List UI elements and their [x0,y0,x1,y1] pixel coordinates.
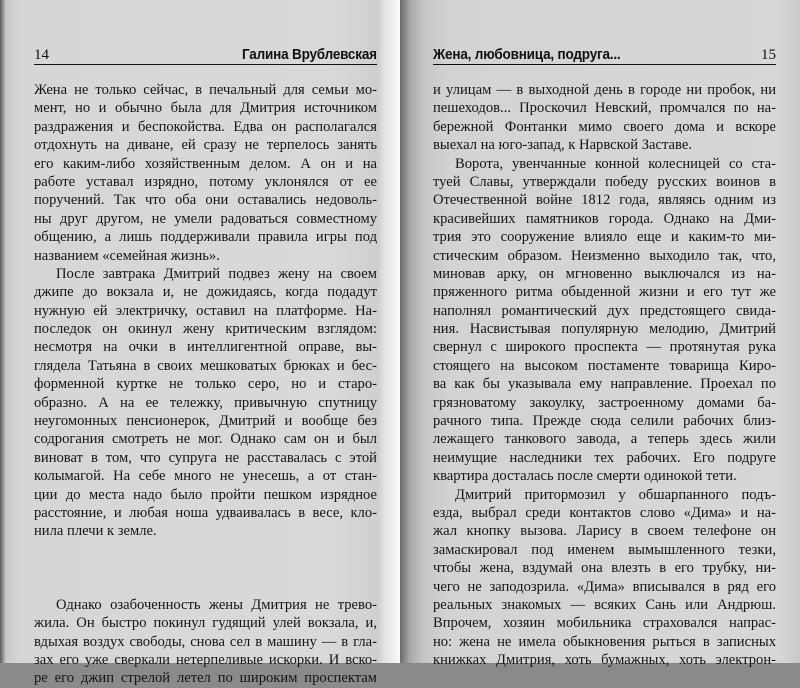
text-line: поручений. Так что оба они оставались недоволь- [34,192,377,209]
text-line: свернул с широкого проспекта — протянутая рука [433,339,776,356]
running-head-author: Галина Врублевская [242,46,377,63]
text-line: колымагой. На себе много не унесешь, а от стан- [34,468,377,485]
text-line: работе уставал изрядно, потому уклонялся от ее [34,173,377,190]
text-line: последок он окинул жену критическим взглядом: [34,321,377,338]
text-line: но: жена не имела обыкновения рыться в записных [433,633,776,650]
text-line: выехал на юго-запад, к Нарвской Заставе. [433,137,692,154]
text-line: Жена не только сейчас, в печальный для семьи мо- [34,82,377,98]
text-line: ния. Насвистывая популярную мелодию, Дмитрий [433,321,776,338]
text-line: пряженного ритма обыденной жизни и его тут же [433,284,776,301]
text-line: езда, выбрал среди контактов слово «Дима» и на- [433,504,776,521]
text-line: бережной Фонтанки мимо своего дома и вскоре [433,118,776,135]
page-number: 14 [34,47,49,63]
paragraph-block [34,81,377,541]
text-line: виноват в том, что супруга не расставалась с этой [34,449,377,466]
left-page-body [34,81,377,688]
text-line: содрогания смотреть не мог. Однако сам он и был [34,431,377,448]
text-line: нужную ей электричку, оставил на платформе. На- [34,302,377,319]
text-line: общению, а лишь поддерживали правила игры под [34,229,377,246]
text-line: джипе до вокзала и, не дожидаясь, когда подадут [34,284,377,301]
text-line: книжках Дмитрия, хоть бумажных, хоть электрон- [433,652,776,669]
text-line: наполнял романтический дух предстоящего свида- [433,302,776,319]
left-page [0,0,400,687]
text-line: красивейших памятников города. Однако на Дми- [433,210,776,227]
left-page-header [34,44,377,65]
page-number: 15 [761,47,776,63]
text-line: расстояние, и любая ноша удваивалась в весе, кло- [34,504,377,521]
text-line: квартира досталась после смерти одинокой тети. [433,468,737,485]
right-page-header [433,44,776,65]
text-line: глядела Татьяна в своих мешковатых брюках и бес- [34,357,377,374]
text-line: рачного типа. Прежде сюда селили рабочих близ- [433,413,776,430]
paragraph-block [433,81,776,670]
text-line: форменной куртке не только серо, но и старо- [34,376,377,393]
text-line: туей Славы, утверждали победу русских воинов в [433,173,776,190]
text-line: Дмитрий притормозил у обшарпанного подъ- [455,486,776,503]
text-line: отдохнуть на диване, ей сразу не терпелось занять [34,137,377,154]
text-line: жила. Он быстро покинул гудящий улей вокзала, и, [34,615,377,632]
text-line: Отечественной войне 1812 года, являясь одним из [433,192,776,209]
text-line: жал кнопку вызова. Ларису в своем телефоне он [433,523,776,540]
text-line: неугомонных пенсионерок, Дмитрий и вообще без [34,413,377,430]
text-line: миновав арку, он мгновенно выключался из на- [433,265,776,282]
text-line: стоящего на высоком постаменте товарища Киро- [433,357,776,374]
text-line: его каким-либо хозяйственным делом. А он и на [34,155,377,172]
text-line: и улицам — в выходной день в городе ни пробок, ни [433,82,776,98]
paragraph-block [34,596,377,688]
text-line: чего не заподозрила. «Дима» вписывался в ряд его [433,578,776,595]
text-line: ре его джип стрелой летел по широким проспектам [34,670,377,687]
text-line: мент, но и обычно была для Дмитрия источником [34,100,377,117]
text-line: После завтрака Дмитрий подвез жену на своем [56,265,377,282]
text-line: замаскировал под именем вымышленного тезки, [433,541,776,558]
running-head-title: Жена, любовница, подруга... [433,46,621,63]
right-page-body [433,81,776,670]
text-line: чтобы жена, вздумай она влезть в его трубку, ни- [433,560,776,577]
text-line: лежащего танкового завода, а теперь здесь жили [433,431,776,448]
text-line: названием «семейная жизнь». [34,247,220,264]
text-line: Однако озабоченность жены Дмитрия не трево- [56,596,377,613]
text-line: зах его уже сверкали нетерпеливые искорки. И вско- [34,651,377,668]
text-line: стическим образом. Неизменно выходило так, что, [433,247,776,264]
text-line: нила плечи к земле. [34,523,157,540]
text-line: пешеходов... Проскочил Невский, промчался по на- [433,100,776,117]
text-line: ции до места надо было пройти пешком изрядное [34,486,377,503]
text-line: грязноватому закоулку, застроенному домами ба- [433,394,776,411]
text-line: ны друг другом, не умели радоваться совместному [34,210,377,227]
right-page [400,0,800,669]
section-break [34,541,377,596]
text-line: неимущие наследники тех рабочих. Его подруге [433,449,776,466]
text-line: ва как бы указывала ему направление. Проехал по [433,376,776,393]
text-line: трия это сооружение влияло еще и каким-то ми- [433,229,776,246]
text-line: реальных знакомых — всяких Сань или Андрюш. [433,596,776,613]
text-line: Впрочем, хозяин мобильника страховался напрас- [433,615,776,632]
text-line: раздражения и беспокойства. Едва он располагался [34,118,377,135]
text-line: несмотря на очки в интеллигентной оправе, вы- [34,339,377,356]
text-line: Ворота, увенчанные конной колесницей со ста- [455,155,776,172]
text-line: образно. А на ее тележку, привычную спутницу [34,394,377,411]
text-line: вдыхая воздух свободы, снова сел в машину — в гла- [34,633,377,650]
